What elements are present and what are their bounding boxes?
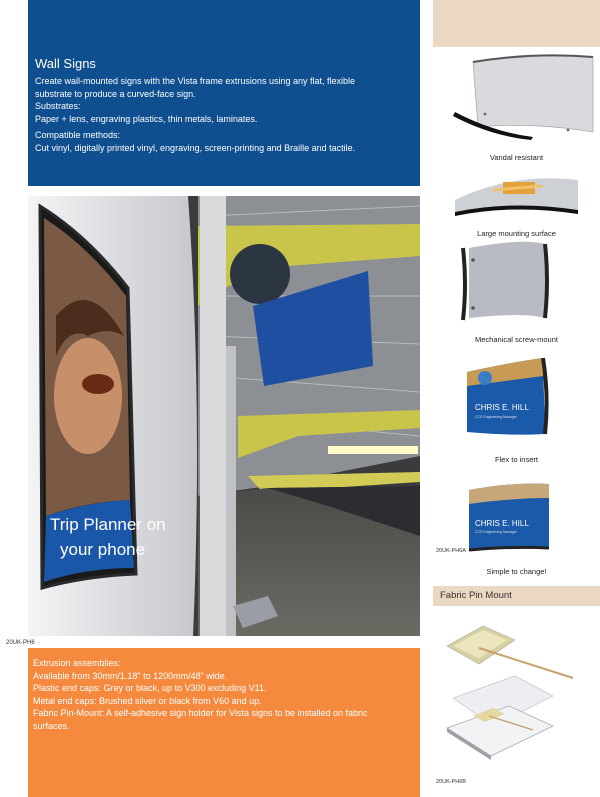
extrusion-line-4: Metal end caps: Brushed silver or black from V60 and up. xyxy=(33,695,262,706)
intro-line-2: substrate to produce a curved-face sign. xyxy=(35,88,196,99)
extrusion-line-3: Plastic end caps: Grey or black, up to V300 excluding V11. xyxy=(33,683,267,693)
substrates-label: Substrates: xyxy=(35,101,81,111)
extrusion-line-1: Extrusion assemblies: xyxy=(33,658,121,668)
extrusion-panel xyxy=(28,648,420,797)
page-title: Wall Signs xyxy=(35,56,96,71)
extrusion-line-6: surfaces. xyxy=(33,720,70,731)
extrusion-line-5: Fabric Pin-Mount: A self-adhesive sign holder for Vista signs to be installed on fabric xyxy=(33,708,368,718)
curved-frame-exploded-image xyxy=(433,52,600,147)
simple-change-image xyxy=(433,476,600,556)
product-large-mounting-surface xyxy=(433,170,600,236)
fabric-pin-image xyxy=(433,618,600,768)
station-photo xyxy=(28,196,420,636)
wall-signs-intro xyxy=(28,0,420,186)
flex-insert-image xyxy=(433,354,600,449)
poster-line-1: Trip Planner on xyxy=(50,515,166,534)
sign-role-text: CCS Engineering Manager xyxy=(475,415,517,419)
product-mechanical-screw-mount xyxy=(433,240,600,344)
product-vandal-resistant xyxy=(433,52,600,162)
sign-name-text: CHRIS E. HILL xyxy=(475,519,529,528)
code-fabric: 20UK-PH6B xyxy=(436,779,466,785)
product-caption: Mechanical screw-mount xyxy=(475,335,558,344)
product-caption: Large mounting surface xyxy=(477,229,556,238)
mounting-surface-image xyxy=(433,170,600,218)
fabric-title: Fabric Pin Mount xyxy=(440,590,512,601)
fabric-pin-mount-header xyxy=(433,586,600,606)
methods-label: Compatible methods: xyxy=(35,130,121,140)
methods-text: Cut vinyl, digitally printed vinyl, engraving, screen-printing and Braille and tactile. xyxy=(35,142,356,153)
poster-line-2: your phone xyxy=(60,540,146,559)
extrusion-line-2: Available from 30mm/1.18" to 1200mm/48" wide. xyxy=(33,670,228,681)
product-simple-to-change xyxy=(433,476,600,576)
code-photo: 20UK-PH6 xyxy=(6,640,35,646)
intro-line-1: Create wall-mounted signs with the Vista frame extrusions using any flat, flexible xyxy=(35,76,355,86)
beige-header-block xyxy=(433,0,600,47)
station-photo-art xyxy=(28,196,420,636)
product-caption: Vandal resistant xyxy=(489,153,544,162)
substrates-text: Paper + lens, engraving plastics, thin metals, laminates. xyxy=(35,113,258,124)
product-caption: Simple to change! xyxy=(486,567,547,576)
code-simple: 20UK-PH6A xyxy=(436,548,466,554)
sign-role-text: CCS Engineering Manager xyxy=(475,530,517,534)
product-caption: Flex to insert xyxy=(495,455,538,464)
screw-mount-image xyxy=(433,240,600,324)
fabric-pin-image-block xyxy=(433,618,600,768)
sign-name-text: CHRIS E. HILL xyxy=(475,403,529,412)
product-flex-to-insert xyxy=(433,354,600,466)
